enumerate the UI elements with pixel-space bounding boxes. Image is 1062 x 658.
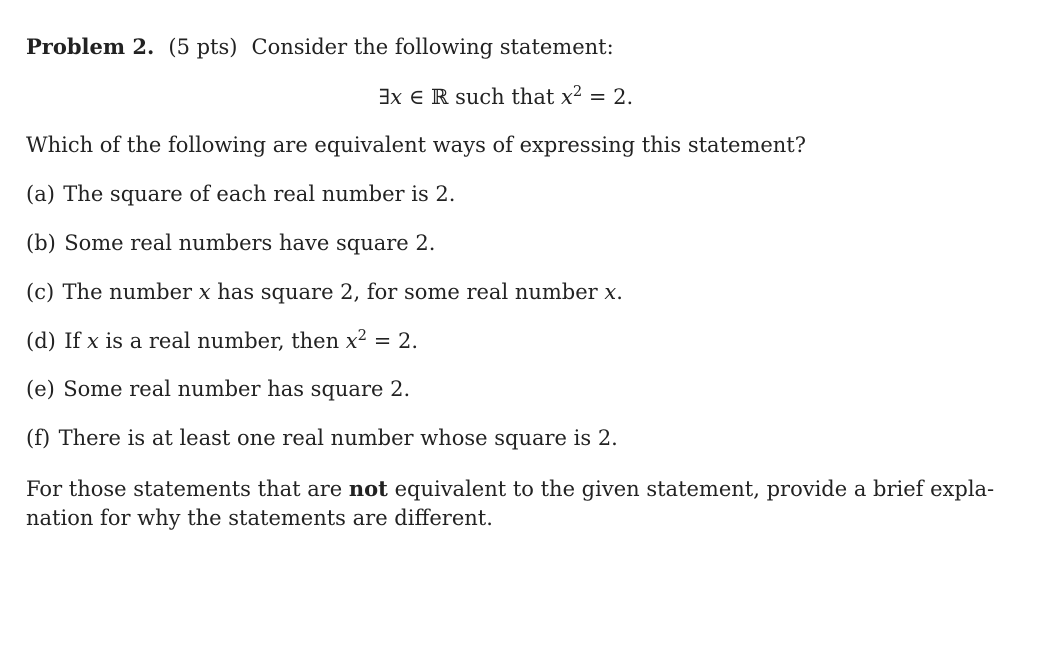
option-c [26, 278, 623, 306]
closing-instruction [26, 474, 1026, 533]
option-text-part: The number [62, 280, 193, 304]
option-text-part: . [616, 280, 623, 304]
statement-lhs-variable: x [560, 85, 573, 109]
option-text-part: is a real number, then [105, 329, 340, 353]
problem-intro: Consider the following statement: [251, 35, 614, 59]
option-text-part: has square 2, for some real number [217, 280, 598, 304]
option-e [26, 375, 410, 403]
option-text-part: = 2. [373, 329, 418, 353]
statement-variable: x [390, 85, 403, 109]
option-marker: (d) [26, 329, 56, 353]
option-f [26, 424, 618, 452]
problem-points: (5 pts) [168, 35, 238, 59]
math-variable: x [345, 329, 358, 353]
displayed-statement [26, 83, 986, 111]
closing-text-after: equivalent to the given statement, provide a brief expla- nation for why the statements are different. [26, 477, 995, 530]
option-marker: (b) [26, 231, 56, 255]
statement-rhs: = 2. [588, 85, 634, 109]
option-marker: (f) [26, 426, 51, 450]
question-prompt: Which of the following are equivalent ways of expressing this statement? [26, 133, 807, 157]
problem-header [26, 33, 614, 61]
option-d [26, 327, 418, 355]
reals-symbol: ℝ [430, 85, 449, 109]
math-variable: x [198, 280, 211, 304]
element-of-symbol: ∈ [408, 85, 425, 109]
option-a [26, 180, 455, 208]
statement-exponent: 2 [572, 82, 583, 100]
math-exponent: 2 [357, 326, 367, 344]
math-variable: x [604, 280, 617, 304]
option-text: The square of each real number is 2. [63, 182, 456, 206]
option-marker: (c) [26, 280, 55, 304]
option-marker: (e) [26, 377, 55, 401]
option-marker: (a) [26, 182, 55, 206]
closing-emphasis: not [348, 476, 388, 501]
option-text: Some real numbers have square 2. [64, 231, 436, 255]
exists-symbol: ∃ [378, 85, 391, 109]
closing-text-before: For those statements that are [26, 477, 343, 501]
math-variable: x [87, 329, 99, 353]
option-text: There is at least one real number whose square is 2. [58, 426, 618, 450]
option-b [26, 229, 435, 257]
problem-label: Problem 2. [26, 34, 155, 59]
option-text: Some real number has square 2. [63, 377, 411, 401]
option-text-part: If [64, 329, 81, 353]
such-that-text: such that [455, 85, 555, 109]
